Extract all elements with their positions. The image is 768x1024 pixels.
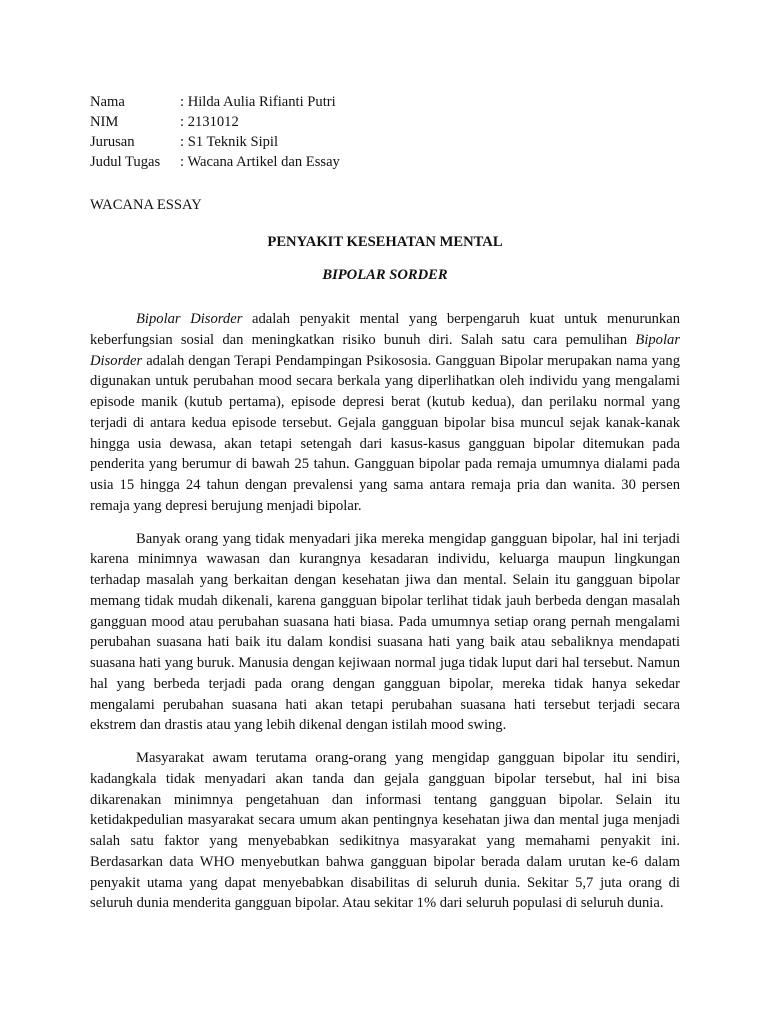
info-row-department: [90, 132, 680, 152]
info-row-nim: [90, 112, 680, 132]
info-row-name: [90, 92, 680, 112]
info-label: Nama: [90, 94, 125, 110]
info-label: Judul Tugas: [90, 154, 161, 170]
document-page: [90, 92, 680, 914]
paragraph-text: adalah dengan Terapi Pendampingan Psikososia. Gangguan Bipolar merupakan nama yang digunakan untuk perubahan mood secara berkala yang diperlihatkan oleh individu yang mengalami episode manik (kutub pertama), episode depresi berat (kutub kedua), dan perilaku normal yang terjadi di antara kedua episode tersebut. Gejala gangguan bipolar bisa muncul sejak kanak-kanak hingga usia dewasa, akan tetapi setengah dari kasus-kasus gangguan bipolar ditemukan pada penderita yang berumur di bawah 25 tahun. Gangguan bipolar pada remaja umumnya dialami pada usia 15 hingga 24 tahun dengan prevalensi yang sama antara remaja pria dan wanita. 30 persen remaja yang depresi berujung menjadi bipolar.: [90, 352, 680, 514]
paragraph-text: adalah penyakit mental yang berpengaruh kuat untuk menurunkan keberfungsian sosial dan meningkatkan risiko bunuh diri. Salah satu cara pemulihan: [90, 311, 680, 348]
section-label: WACANA ESSAY: [90, 197, 202, 213]
info-value: : Wacana Artikel dan Essay: [180, 154, 340, 170]
info-value: : 2131012: [180, 114, 239, 130]
document-title: PENYAKIT KESEHATAN MENTAL: [267, 234, 503, 250]
paragraph-3: Masyarakat awam terutama orang-orang yang mengidap gangguan bipolar itu sendiri, kadangkala tidak menyadari akan tanda dan gejala gangguan bipolar tersebut, hal ini bisa dikarenakan minimnya pengetahuan dan informasi tentang gangguan bipolar. Selain itu ketidakpedulian masyarakat secara umum akan pentingnya kesehatan jiwa dan mental juga menjadi salah satu faktor yang menyebabkan sedikitnya masyarakat yang memahami penyakit ini. Berdasarkan data WHO menyebutkan bahwa gangguan bipolar berada dalam urutan ke-6 dalam penyakit utama yang dapat menyebabkan disabilitas di seluruh dunia. Sekitar 5,7 juta orang di seluruh dunia menderita gangguan bipolar. Atau sekitar 1% dari seluruh populasi di seluruh dunia.: [90, 750, 680, 912]
italic-term: Bipolar Disorder: [90, 331, 680, 369]
student-info: [90, 92, 680, 172]
info-label: NIM: [90, 114, 119, 130]
info-value: : Hilda Aulia Rifianti Putri: [180, 94, 336, 110]
info-label: Jurusan: [90, 134, 135, 150]
paragraph-1: [90, 309, 680, 517]
info-row-assignment-title: [90, 152, 680, 172]
italic-term: Bipolar Disorder: [136, 311, 243, 327]
paragraph-2: Banyak orang yang tidak menyadari jika mereka mengidap gangguan bipolar, hal ini terjadi karena minimnya wawasan dan kurangnya kesadaran individu, keluarga maupun lingkungan terhadap masalah yang berkaitan dengan kesehatan jiwa dan mental. Selain itu gangguan bipolar memang tidak mudah dikenali, karena gangguan bipolar terlihat tidak jauh berbeda dengan masalah gangguan mood atau perubahan suasana hati biasa. Pada umumnya setiap orang pernah mengalami perubahan suasana hati baik itu dalam kondisi suasana hati yang baik atau sebaliknya mendapati suasana hati yang buruk. Manusia dengan kejiwaan normal juga tidak luput dari hal tersebut. Namun hal yang berbeda terjadi pada orang dengan gangguan bipolar, mereka tidak hanya sekedar mengalami perubahan suasana hati akan tetapi perubahan suasana hati tersebut terjadi secara ekstrem dan drastis atau yang lebih dikenal dengan istilah mood swing.: [90, 530, 680, 734]
info-value: : S1 Teknik Sipil: [180, 134, 279, 150]
document-subtitle: BIPOLAR SORDER: [322, 267, 448, 283]
